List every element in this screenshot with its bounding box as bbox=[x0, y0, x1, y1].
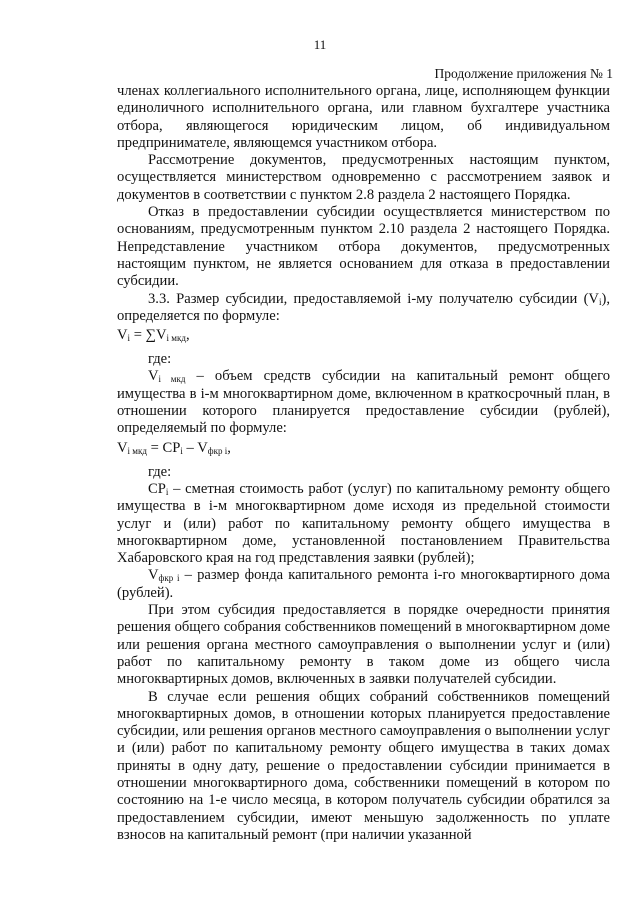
paragraph-same-date: В случае если решения общих собраний собственников помещений многоквартирных домов, в отношении которых планируется предоставление субсидии, или решения органов местного самоуправления о выполнении услуг и (или) работ по капитальному ремонту общего имущества в таких домах приняты в одну дату, решение о предоставлении субсидии принимается в отношении многоквартирного дома, собственники помещений в котором по состоянию на 1-е число месяца, в котором получатель субсидии обратился за предоставлением субсидии, имеют меньшую задолженность по уплате взносов на капитальный ремонт (при наличии указанной bbox=[117, 688, 610, 843]
formula-1: $V_i = \sum V_{i мкд}$, bbox=[117, 327, 190, 344]
where-label-1: где: bbox=[148, 351, 172, 368]
document-body bbox=[117, 83, 610, 844]
paragraph-3: Отказ в предоставлении субсидии осуществляется министерством по основаниям, предусмотренным пунктом 2.10 раздела 2 настоящего Порядка. Непредставление участником отбора документов, предусмотренных настоящим пунктом, не является основанием для отказа в предоставлении субсидии. bbox=[117, 204, 610, 290]
definition-v-imkd: $V_{i мкд}$ – объем средств субсидии на капитальный ремонт общего имущества в i-м многоквартирном доме, включенном в краткосрочный план, в отношении которого планируется предоставление субсидии (рублей), определяемый по формуле: bbox=[117, 368, 610, 437]
paragraph-priority: При этом субсидия предоставляется в порядке очередности принятия решения общего собрания собственников помещений в многоквартирном доме или решения органа местного самоуправления о выполнении услуг и (или) работ по капитальному ремонту в таком доме из общего числа многоквартирных домов, включенных в заявки получателей субсидии. bbox=[117, 602, 610, 688]
paragraph-2: Рассмотрение документов, предусмотренных настоящим пунктом, осуществляется министерством одновременно с рассмотрением заявок и документов в соответствии с пунктом 2.8 раздела 2 настоящего Порядка. bbox=[117, 152, 610, 203]
definition-v-fkr: $V_{фкр i}$ – размер фонда капитального ремонта i-го многоквартирного дома (рублей). bbox=[117, 567, 610, 601]
formula-2: $V_{i мкд} = CP_i - V_{фкр i}$, bbox=[117, 439, 231, 456]
continuation-label: Продолжение приложения № 1 bbox=[434, 66, 613, 81]
where-label-2: где: bbox=[148, 463, 172, 480]
page-number: 11 bbox=[313, 37, 327, 52]
definition-cp-i: $CP_i$ – сметная стоимость работ (услуг) по капитальному ремонту общего имущества в i-м многоквартирном доме исходя из предельной стоимости услуг и (или) работ по капитальному ремонту общего имущества в многоквартирном доме, установленной постановлением Правительства Хабаровского края на год представления заявки (рублей); bbox=[117, 480, 610, 567]
paragraph-1: членах коллегиального исполнительного органа, лице, исполняющем функции единоличного исполнительного органа, или главном бухгалтере участника отбора, являющегося юридическим лицом, об индивидуальном предпринимателе, являющемся участником отбора. bbox=[117, 83, 610, 151]
paragraph-3-3: 3.3. Размер субсидии, предоставляемой i-му получателю субсидии $(V_i)$, определяется по формуле: bbox=[117, 290, 610, 324]
